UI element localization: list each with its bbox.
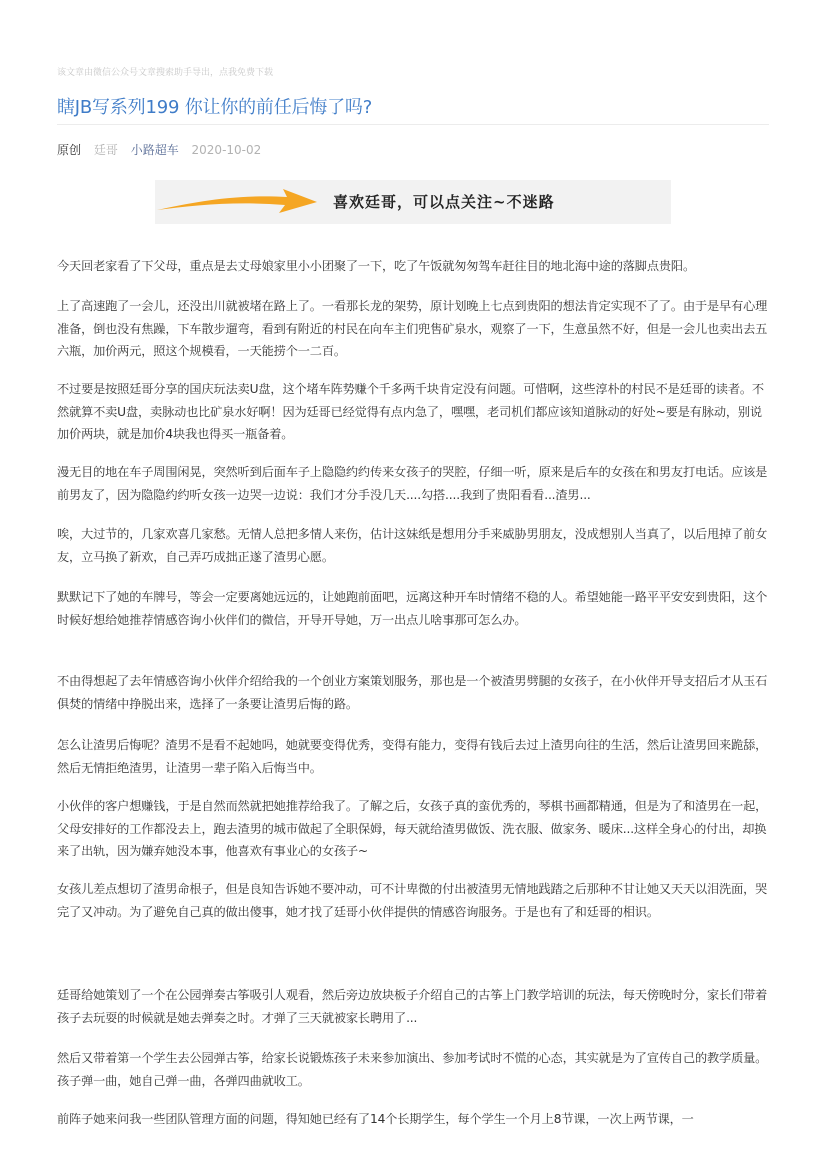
article-title: 瞎JB写系列199 你让你的前任后悔了吗? <box>57 97 373 118</box>
paragraph: 廷哥给她策划了一个在公园弹奏古筝吸引人观看，然后旁边放块板子介绍自己的古筝上门教学培训的玩法，每天傍晚时分，家长们带着孩子去玩耍的时候就是她去弹奏之时。才弹了三天就被家长聘用了... <box>57 988 768 1025</box>
paragraph: 唉，大过节的，几家欢喜几家愁。无情人总把多情人来伤，估计这妹纸是想用分手来威胁男朋友，没成想别人当真了，以后甩掉了前女友，立马换了新欢，自己弄巧成拙正遂了渣男心愿。 <box>57 527 768 564</box>
paragraph: 小伙伴的客户想赚钱，于是自然而然就把她推荐给我了。了解之后，女孩子真的蛮优秀的，琴棋书画都精通，但是为了和渣男在一起，父母安排好的工作都没去上，跑去渣男的城市做起了全职保姆，每天就给渣男做饭、洗衣服、做家务、暖床...这样全身心的付出，却换来了出轨，因为嫌弃她没本事，他喜欢有事业心的女孩子~ <box>57 799 768 858</box>
paragraph: 怎么让渣男后悔呢？渣男不是看不起她吗，她就要变得优秀，变得有能力，变得有钱后去过上渣男向往的生活，然后让渣男回来跪舔，然后无情拒绝渣男，让渣男一辈子陷入后悔当中。 <box>57 738 768 775</box>
title-divider <box>57 124 769 125</box>
publish-date: 2020-10-02 <box>191 143 262 157</box>
paragraph: 女孩儿差点想切了渣男命根子，但是良知告诉她不要冲动，可不计卑微的付出被渣男无情地践踏之后那种不甘让她又天天以泪洗面，哭完了又冲动。为了避免自己真的做出傻事，她才找了廷哥小伙伴提供的情感咨询服务。于是也有了和廷哥的相识。 <box>57 882 768 919</box>
author-name: 廷哥 <box>93 143 118 157</box>
paragraph: 然后又带着第一个学生去公园弹古筝，给家长说锻炼孩子未来参加演出、参加考试时不慌的心态，其实就是为了宣传自己的教学质量。孩子弹一曲，她自己弹一曲，各弹四曲就收工。 <box>57 1051 768 1088</box>
banner-text: 喜欢廷哥，可以点关注~不迷路 <box>333 193 555 211</box>
original-badge: 原创 <box>57 143 82 157</box>
paragraph: 漫无目的地在车子周围闲晃，突然听到后面车子上隐隐约约传来女孩子的哭腔，仔细一听，原来是后车的女孩在和男友打电话。应该是前男友了，因为隐隐约约听女孩一边哭一边说：我们才分手没几天....勾搭....我到了贵阳看看...渣男... <box>57 465 768 502</box>
paragraph: 不由得想起了去年情感咨询小伙伴介绍给我的一个创业方案策划服务，那也是一个被渣男劈腿的女孩子，在小伙伴开导支招后才从玉石俱焚的情绪中挣脱出来，选择了一条要让渣男后悔的路。 <box>57 674 768 711</box>
paragraph: 今天回老家看了下父母，重点是去丈母娘家里小小团聚了一下，吃了午饭就匆匆驾车赶往目的地北海中途的落脚点贵阳。 <box>57 259 695 273</box>
paragraph: 上了高速跑了一会儿，还没出川就被堵在路上了。一看那长龙的架势，原计划晚上七点到贵阳的想法肯定实现不了了。由于是早有心理准备，倒也没有焦躁，下车散步遛弯，看到有附近的村民在向车主们兜售矿泉水，观察了一下，生意虽然不好，但是一会儿也卖出去五六瓶，加价两元，照这个规模看，一天能捞个一二百。 <box>57 299 768 358</box>
follow-banner <box>155 180 671 224</box>
paragraph: 前阵子她来问我一些团队管理方面的问题，得知她已经有了14个长期学生，每个学生一个月上8节课，一次上两节课，一 <box>57 1112 694 1126</box>
export-note-link[interactable]: 该文章由微信公众号文章搜索助手导出，点我免费下载 <box>57 68 274 78</box>
account-link[interactable]: 小路超车 <box>130 143 179 157</box>
paragraph: 不过要是按照廷哥分享的国庆玩法卖U盘，这个堵车阵势赚个千多两千块肯定没有问题。可惜啊，这些淳朴的村民不是廷哥的读者。不然就算不卖U盘，卖脉动也比矿泉水好啊！因为廷哥已经觉得有点内急了，嘿嘿，老司机们都应该知道脉动的好处~要是有脉动，别说加价两块，就是加价4块我也得买一瓶备着。 <box>57 382 764 441</box>
arrow-icon <box>155 180 335 224</box>
article-meta <box>57 141 270 158</box>
paragraph: 默默记下了她的车牌号，等会一定要离她远远的，让她跑前面吧，远离这种开车时情绪不稳的人。希望她能一路平平安安到贵阳，这个时候好想给她推荐情感咨询小伙伴们的微信，开导开导她，万一出点儿啥事那可怎么办。 <box>57 590 768 627</box>
